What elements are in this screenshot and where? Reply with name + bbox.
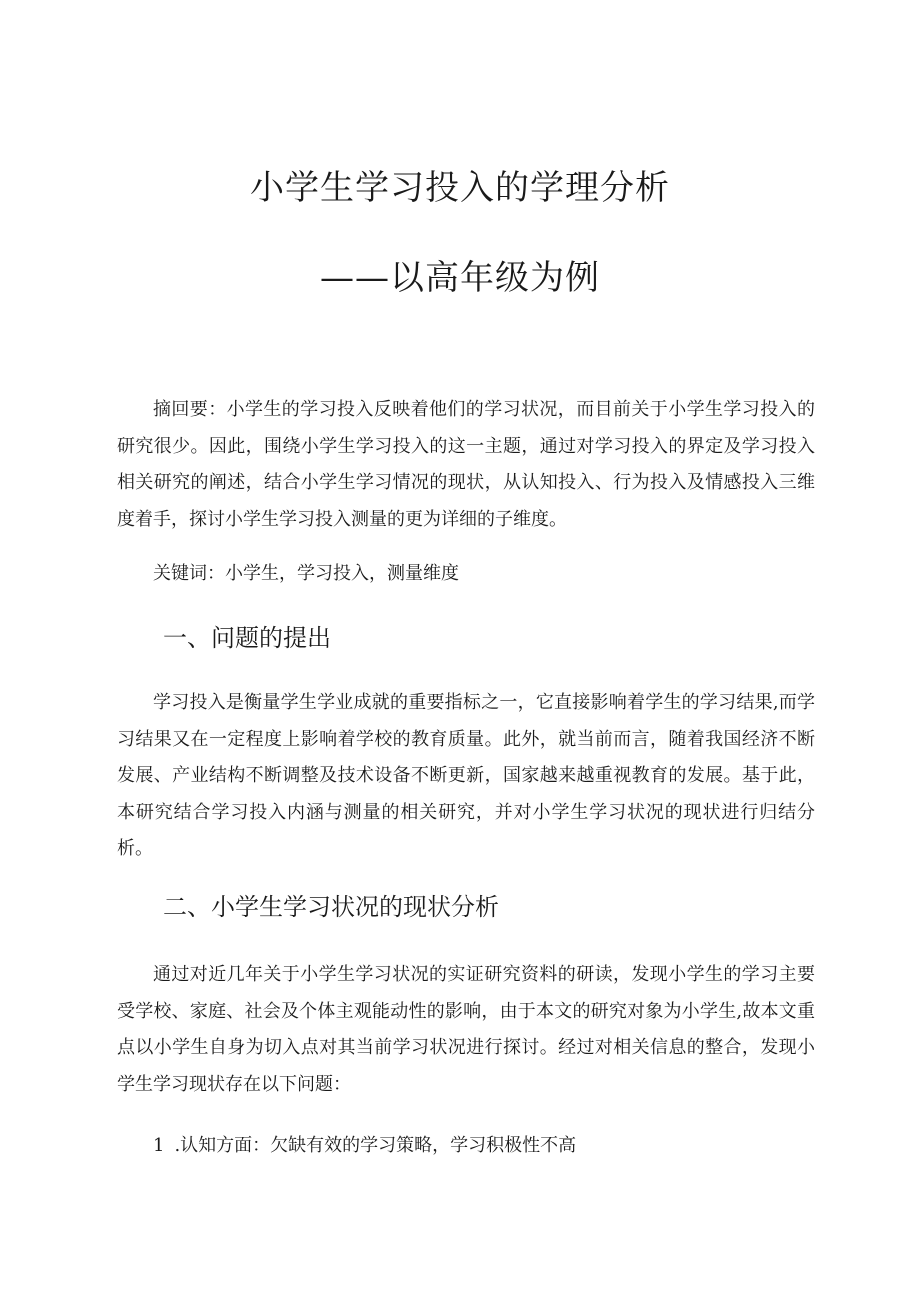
list-item-number: 1 — [153, 1135, 165, 1156]
abstract-paragraph: 摘回要：小学生的学习投入反映着他们的学习状况，而目前关于小学生学习投入的研究很少。因此，围绕小学生学习投入的这一主题，通过对学习投入的界定及学习投入相关研究的阐述，结合小学生学习情况的现状，从认知投入、行为投入及情感投入三维度着手，探讨小学生学习投入测量的更为详细的子维度。 — [117, 399, 815, 530]
keywords-line: 关键词：小学生，学习投入，测量维度 — [153, 563, 459, 584]
section-1-heading: 一、问题的提出 — [163, 624, 331, 652]
list-item-text: .认知方面：欠缺有效的学习策略，学习积极性不高 — [174, 1135, 577, 1156]
section-1-paragraph: 学习投入是衡量学生学业成就的重要指标之一，它直接影响着学生的学习结果,而学习结果又在一定程度上影响着学校的教育质量。此外，就当前而言，随着我国经济不断发展、产业结构不断调整及技术设备不断更新，国家越来越重视教育的发展。基于此，本研究结合学习投入内涵与测量的相关研究，并对小学生学习状况的现状进行归结分析。 — [117, 692, 815, 859]
page-subtitle: ——以高年级为例 — [320, 258, 600, 298]
page-title: 小学生学习投入的学理分析 — [250, 168, 670, 208]
section-2-paragraph: 通过对近几年关于小学生学习状况的实证研究资料的研读，发现小学生的学习主要受学校、家庭、社会及个体主观能动性的影响，由于本文的研究对象为小学生,故本文重点以小学生自身为切入点对其当前学习状况进行探讨。经过对相关信息的整合，发现小学生学习现状存在以下问题： — [117, 964, 815, 1095]
section-2-heading: 二、小学生学习状况的现状分析 — [163, 893, 499, 921]
list-item — [153, 1134, 576, 1157]
